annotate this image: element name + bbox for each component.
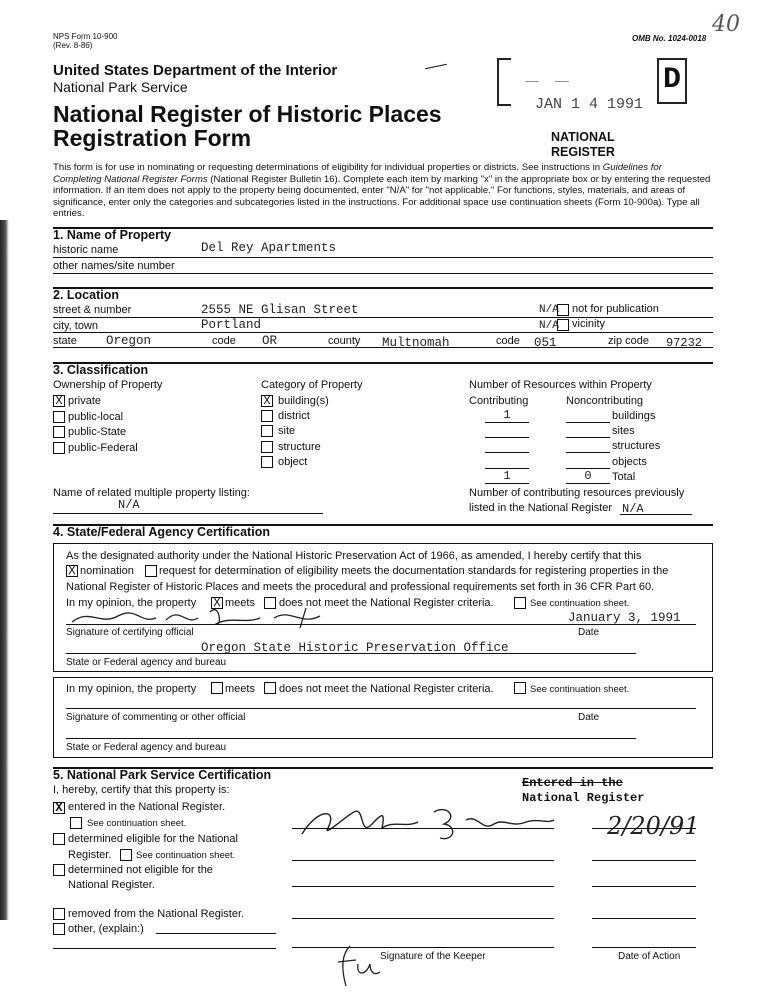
category-option-label: building(s) [278,395,329,407]
determined-not-eligible-label-2: National Register. [68,879,155,891]
category-option-label: site [278,425,296,438]
ownership-option-label: public-Federal [68,441,138,454]
street-label: street & number [53,304,132,316]
category-option-label: structure [278,440,321,453]
nomination-checkbox[interactable]: X [66,565,78,577]
opinion-text: In my opinion, the property [66,597,197,609]
count-underline [566,452,610,453]
noncontributing-heading: Noncontributing [566,395,644,407]
keeper-date-handwritten: 2/20/91 [607,812,700,840]
resource-row-label: buildings [612,410,656,422]
form-rev: (Rev. 8-86) [53,41,93,50]
b2-signature-label: Signature of commenting or other official [66,712,246,723]
multiple-listing-value[interactable]: N/A [118,498,140,512]
continuation-label: See continuation sheet. [530,598,630,609]
contributing-count[interactable]: 1 [503,408,511,422]
resource-row-label: Total [612,470,636,483]
section-divider [53,287,713,289]
vicinity-value[interactable]: N/A [539,320,559,332]
category-checkbox[interactable] [261,425,273,437]
city-label: city, town [53,320,99,332]
b2-meets-label: meets [225,683,255,695]
state-label: state [53,335,77,347]
certification-text-3: National Register of Historic Places and meets the procedural and professional requirements set forth in 36 CFR Part 60. [66,581,655,593]
determined-eligible-continuation-label: See continuation sheet. [136,850,236,861]
determined-not-eligible-label-1: determined not eligible for the [68,864,213,876]
street-value[interactable]: 2555 NE Glisan Street [201,303,359,317]
instructions-paragraph: This form is for use in nominating or requesting determinations of eligibility for individual properties or districts. See instructions in Guidelines for Completing National Register Forms (National Register Bulletin 16). Complete each item by marking "x" in the appropriate box or by entering the requested information. If an item does not apply to the property being documented, enter "N/A" for "not applicable." For functions, styles, materials, and areas of significance, enter only the categories and subcategories listed in the instructions. For additional space use continuation sheets (Form 10-900a). Type all entries. [53,162,711,219]
resources-heading: Number of Resources within Property [469,379,652,391]
entered-continuation-checkbox[interactable] [70,817,82,829]
determined-eligible-label-1: determined eligible for the National [68,833,238,845]
does-not-meet-label: does not meet the National Register criteria. [279,597,494,609]
category-checkbox[interactable]: X [261,395,273,407]
ownership-option-label: private [68,395,102,407]
county-code-label: code [496,335,520,347]
certification-text-1: As the designated authority under the National Historic Preservation Act of 1966, as amended, I hereby certify that this [66,550,642,562]
ownership-heading: Ownership of Property [53,379,163,391]
determined-eligible-label-2: Register. [68,849,112,861]
resource-row-label: sites [612,425,635,438]
received-stamp: — — JAN 1 4 1991 [497,54,647,110]
not-for-publication-label: not for publication [572,303,659,315]
keeper-initials [336,942,382,990]
previously-listed-label-2: listed in the National Register [469,502,613,514]
agency-value[interactable]: Oregon State Historic Preservation Office [201,641,509,655]
previously-listed-label-1: Number of contributing resources previously [469,487,685,499]
agency-label: State or Federal agency and bureau [66,657,227,668]
city-value[interactable]: Portland [201,318,262,332]
handwritten-corner-number: 40 [712,12,740,37]
signature-label: Signature of certifying official [66,627,194,638]
category-option-label: district [278,410,310,423]
ownership-checkbox[interactable] [53,442,65,454]
multiple-listing-label: Name of related multiple property listing: [53,487,250,499]
historic-name-label: historic name [53,244,119,256]
category-checkbox[interactable] [261,456,273,468]
not-for-publication-value[interactable]: N/A [539,304,559,316]
ownership-option-label: public-State [68,426,127,438]
nps-cert-intro: I, hereby, certify that this property is: [53,784,230,796]
section-3-title: 3. Classification [53,363,149,377]
pen-mark [425,64,447,70]
b2-opinion-text: In my opinion, the property [66,683,197,695]
meets-label: meets [225,597,255,609]
count-underline [566,422,610,423]
category-checkbox[interactable] [261,441,273,453]
other-label: other, (explain:) [68,923,144,935]
noncontributing-count[interactable]: 0 [584,468,592,483]
category-option-label: object [278,455,308,468]
b2-agency-label: State or Federal agency and bureau [66,742,227,753]
continuation-checkbox[interactable] [514,597,526,609]
zip-label: zip code [608,335,649,347]
not-for-publication-checkbox[interactable] [557,304,569,316]
date-label: Date [578,627,600,638]
b2-continuation-checkbox[interactable] [514,682,526,694]
count-underline [566,437,610,438]
state-code-value[interactable]: OR [262,334,278,348]
resource-row-label: objects [612,455,647,468]
stamp-letter: D [657,58,687,104]
section-4-title: 4. State/Federal Agency Certification [53,525,270,539]
other-names-label: other names/site number [53,260,175,272]
category-checkbox[interactable] [261,410,273,422]
removed-label: removed from the National Register. [68,908,245,920]
scan-edge-shadow [0,220,9,920]
determined-eligible-continuation-checkbox[interactable] [120,849,132,861]
vicinity-checkbox[interactable] [557,319,569,331]
b2-does-not-meet-checkbox[interactable] [264,682,276,694]
resource-row-label: structures [612,440,661,453]
keeper-signature-label: Signature of the Keeper [380,951,486,962]
zip-value[interactable]: 97232 [666,336,703,350]
keeper-signature [298,798,558,848]
entered-checkbox[interactable]: X [53,802,65,814]
b2-does-not-meet-label: does not meet the National Register criteria. [279,683,494,695]
form-id: NPS Form 10-900 [53,32,118,41]
county-value[interactable]: Multnomah [382,336,450,350]
meets-checkbox[interactable]: X [211,597,223,609]
determined-not-eligible-checkbox[interactable] [53,864,65,876]
service-name: National Park Service [53,79,188,95]
section-divider [53,362,713,364]
other-checkbox[interactable] [53,923,65,935]
department-name: United States Department of the Interior [53,62,338,79]
omb-number: OMB No. 1024-0018 [632,34,707,43]
previously-listed-value[interactable]: N/A [622,502,644,516]
section-5-title: 5. National Park Service Certification [53,768,272,782]
removed-checkbox[interactable] [53,908,65,920]
b2-continuation-label: See continuation sheet. [530,684,630,695]
county-label: county [328,335,361,347]
county-code-value[interactable]: 051 [534,336,557,350]
count-underline [566,483,610,484]
section-1-title: 1. Name of Property [53,228,172,242]
determined-eligible-checkbox[interactable] [53,833,65,845]
nomination-label: nomination [80,565,134,577]
category-heading: Category of Property [261,379,363,391]
stamp-national: NATIONAL [551,130,615,144]
count-underline [485,422,529,423]
page-title: National Register of Historic Places Registration Form [53,101,442,151]
ownership-option-label: public-local [68,410,124,423]
section-2-title: 2. Location [53,288,119,302]
request-checkbox[interactable] [145,565,157,577]
b2-date-label: Date [578,712,600,723]
contributing-count[interactable]: 1 [503,468,511,483]
count-underline [485,452,529,453]
stamp-register: REGISTER [551,145,615,159]
entered-stamp: Entered in the National Register [522,776,645,805]
entered-label: entered in the National Register. [68,801,226,813]
certification-text-2: request for determination of eligibility meets the documentation standards for registering properties in the [159,565,669,577]
contributing-heading: Contributing [469,395,529,407]
certification-date-value[interactable]: January 3, 1991 [568,611,681,625]
count-underline [485,483,529,484]
entered-continuation-label: See continuation sheet. [87,818,187,829]
state-value[interactable]: Oregon [106,334,152,348]
ownership-checkbox[interactable] [53,426,65,438]
date-of-action-label: Date of Action [618,951,681,962]
state-code-label: code [212,335,236,347]
ownership-checkbox[interactable] [53,411,65,423]
vicinity-label: vicinity [572,318,606,330]
historic-name-value[interactable]: Del Rey Apartments [201,241,337,255]
count-underline [485,437,529,438]
stamp-date: JAN 1 4 1991 [535,96,644,113]
b2-meets-checkbox[interactable] [211,682,223,694]
ownership-checkbox[interactable]: X [53,395,65,407]
